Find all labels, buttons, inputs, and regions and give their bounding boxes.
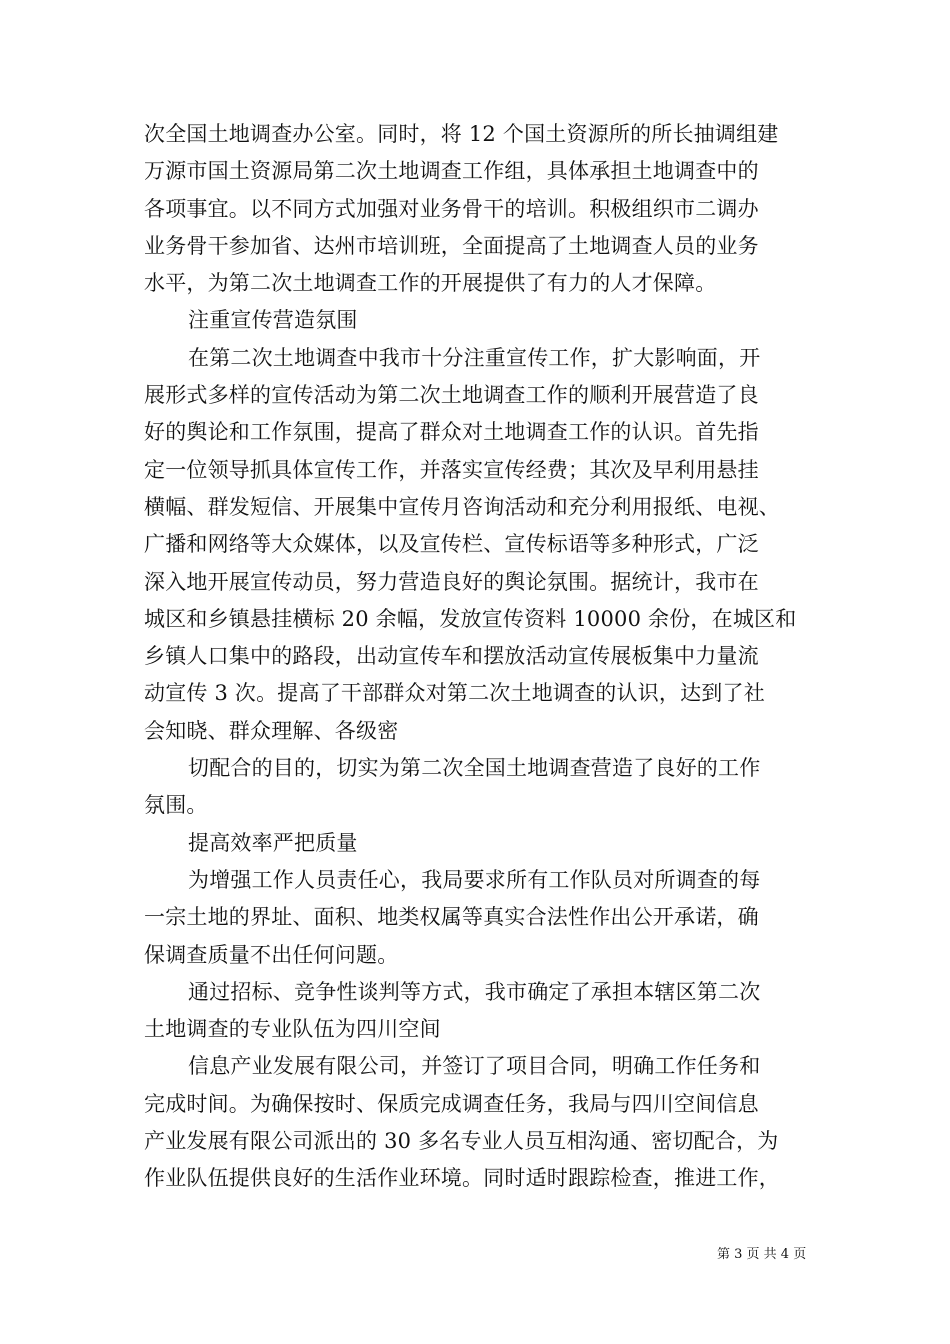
text-line: 土地调查的专业队伍为四川空间: [144, 1017, 441, 1042]
text-line: 会知晓、群众理解、各级密: [144, 718, 399, 743]
text-line: 定一位领导抓具体宣传工作，并落实宣传经费；其次及早利用悬挂: [144, 457, 759, 482]
text-line: 完成时间。为确保按时、保质完成调查任务，我局与四川空间信息: [144, 1091, 759, 1116]
text-line: 在第二次土地调查中我市十分注重宣传工作，扩大影响面，开: [188, 345, 761, 370]
text-line: 横幅、群发短信、开展集中宣传月咨询活动和充分利用报纸、电视、: [144, 494, 780, 519]
text-line: 好的舆论和工作氛围，提高了群众对土地调查工作的认识。首先指: [144, 420, 759, 445]
text-line: 注重宣传营造氛围: [188, 308, 358, 333]
text-line: 切配合的目的，切实为第二次全国土地调查营造了良好的工作: [188, 756, 761, 781]
text-line: 广播和网络等大众媒体，以及宣传栏、宣传标语等多种形式，广泛: [144, 532, 759, 557]
text-line: 动宣传 3 次。提高了干部群众对第二次土地调查的认识，达到了社: [144, 681, 765, 706]
text-line: 通过招标、竞争性谈判等方式，我市确定了承担本辖区第二次: [188, 979, 761, 1004]
text-line: 作业队伍提供良好的生活作业环境。同时适时跟踪检查，推进工作，: [144, 1166, 780, 1191]
document-body: [144, 116, 816, 1198]
text-line: 城区和乡镇悬挂横标 20 余幅，发放宣传资料 10000 余份，在城区和: [144, 606, 797, 631]
text-line: 氛围。: [144, 793, 208, 818]
text-line: 各项事宜。以不同方式加强对业务骨干的培训。积极组织市二调办: [144, 196, 759, 221]
text-line: 为增强工作人员责任心，我局要求所有工作队员对所调查的每: [188, 867, 761, 892]
text-line: 水平，为第二次土地调查工作的开展提供了有力的人才保障。: [144, 271, 717, 296]
text-line: 业务骨干参加省、达州市培训班，全面提高了土地调查人员的业务: [144, 233, 759, 258]
page-number-footer: 第 3 页 共 4 页: [717, 1247, 807, 1262]
text-line: 提高效率严把质量: [188, 830, 358, 855]
text-line: 展形式多样的宣传活动为第二次土地调查工作的顺利开展营造了良: [144, 383, 759, 408]
text-line: 保调查质量不出任何问题。: [144, 942, 399, 967]
text-line: 万源市国土资源局第二次土地调查工作组，具体承担土地调查中的: [144, 159, 759, 184]
text-line: 产业发展有限公司派出的 30 多名专业人员互相沟通、密切配合，为: [144, 1129, 779, 1154]
text-line: 一宗土地的界址、面积、地类权属等真实合法性作出公开承诺，确: [144, 905, 759, 930]
text-line: 信息产业发展有限公司，并签订了项目合同，明确工作任务和: [188, 1054, 761, 1079]
text-line: 乡镇人口集中的路段，出动宣传车和摆放活动宣传展板集中力量流: [144, 644, 759, 669]
text-line: 次全国土地调查办公室。同时，将 12 个国土资源所的所长抽调组建: [144, 122, 779, 146]
text-line: 深入地开展宣传动员，努力营造良好的舆论氛围。据统计，我市在: [144, 569, 759, 594]
